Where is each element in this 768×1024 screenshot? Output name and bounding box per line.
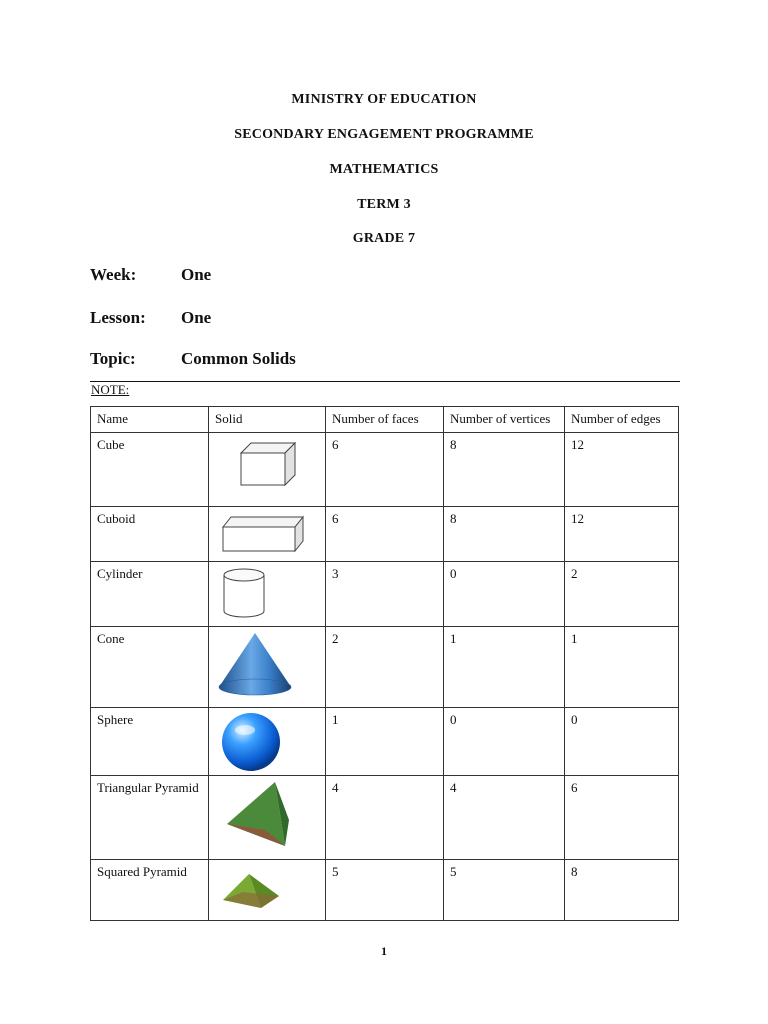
faces-cell: 2 (326, 627, 444, 708)
solid-image-cell (209, 776, 326, 860)
table-row (91, 708, 679, 776)
lesson-value: One (181, 308, 212, 327)
vertices-cell: 0 (444, 708, 565, 776)
subject-title: MATHEMATICS (329, 162, 439, 177)
vertices-cell: 5 (444, 860, 565, 921)
table-row (91, 627, 679, 708)
table-header-row (91, 407, 679, 433)
solid-image-cell (209, 860, 326, 921)
vertices-cell: 8 (444, 507, 565, 562)
solids-table (90, 406, 679, 921)
edges-cell: 12 (565, 507, 679, 562)
solid-name: Squared Pyramid (91, 860, 209, 921)
solid-name: Cube (91, 433, 209, 507)
faces-cell: 1 (326, 708, 444, 776)
table-row (91, 562, 679, 627)
table-row (91, 433, 679, 507)
week-value: One (181, 265, 212, 284)
solid-image-cell (209, 708, 326, 776)
header-solid: Solid (209, 407, 326, 433)
lesson-label: Lesson: (90, 308, 146, 327)
triangular-pyramid-icon (225, 780, 291, 852)
cube-icon (237, 439, 297, 487)
edges-cell: 12 (565, 433, 679, 507)
sphere-icon (219, 710, 283, 774)
solid-image-cell (209, 507, 326, 562)
solid-image-cell (209, 562, 326, 627)
ministry-title: MINISTRY OF EDUCATION (291, 92, 477, 107)
cylinder-icon (221, 565, 267, 621)
faces-cell: 5 (326, 860, 444, 921)
note-label: NOTE: (91, 382, 130, 397)
table-row (91, 507, 679, 562)
table-row (91, 860, 679, 921)
solid-name: Cone (91, 627, 209, 708)
solid-name: Cuboid (91, 507, 209, 562)
topic-value: Common Solids (181, 349, 296, 368)
solid-name: Cylinder (91, 562, 209, 627)
topic-label: Topic: (90, 349, 136, 368)
vertices-cell: 0 (444, 562, 565, 627)
cone-icon (217, 631, 293, 697)
solid-name: Triangular Pyramid (91, 776, 209, 860)
faces-cell: 3 (326, 562, 444, 627)
programme-title: SECONDARY ENGAGEMENT PROGRAMME (234, 127, 534, 142)
edges-cell: 1 (565, 627, 679, 708)
page-number: 1 (381, 944, 387, 958)
header-name: Name (91, 407, 209, 433)
solid-image-cell (209, 627, 326, 708)
grade-title: GRADE 7 (352, 231, 416, 246)
header-edges: Number of edges (565, 407, 679, 433)
header-faces: Number of faces (326, 407, 444, 433)
edges-cell: 6 (565, 776, 679, 860)
edges-cell: 0 (565, 708, 679, 776)
table-row (91, 776, 679, 860)
square-pyramid-icon (221, 872, 283, 912)
faces-cell: 4 (326, 776, 444, 860)
faces-cell: 6 (326, 507, 444, 562)
header-vertices: Number of vertices (444, 407, 565, 433)
solid-image-cell (209, 433, 326, 507)
faces-cell: 6 (326, 433, 444, 507)
edges-cell: 8 (565, 860, 679, 921)
solid-name: Sphere (91, 708, 209, 776)
vertices-cell: 4 (444, 776, 565, 860)
edges-cell: 2 (565, 562, 679, 627)
vertices-cell: 8 (444, 433, 565, 507)
cuboid-icon (221, 513, 305, 555)
vertices-cell: 1 (444, 627, 565, 708)
divider (90, 381, 680, 382)
term-title: TERM 3 (357, 197, 411, 212)
week-label: Week: (90, 265, 137, 284)
